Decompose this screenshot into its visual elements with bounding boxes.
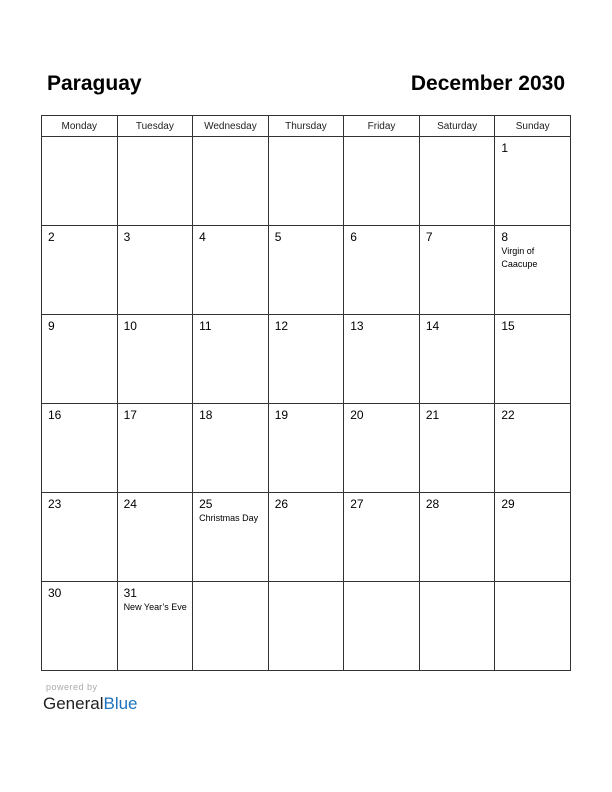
day-cell[interactable]: [117, 315, 193, 404]
day-cell[interactable]: [117, 137, 193, 226]
week-row: [42, 404, 571, 493]
day-cell[interactable]: [117, 226, 193, 315]
day-cell[interactable]: [193, 493, 269, 582]
day-number: 6: [350, 230, 357, 244]
day-number: 30: [48, 586, 62, 600]
day-number: 18: [199, 408, 213, 422]
day-cell[interactable]: [193, 226, 269, 315]
day-number: 22: [501, 408, 515, 422]
day-cell[interactable]: [419, 315, 495, 404]
week-row: [42, 315, 571, 404]
week-row: [42, 582, 571, 671]
day-cell[interactable]: [42, 404, 118, 493]
day-cell[interactable]: [419, 582, 495, 671]
day-number: 11: [199, 319, 212, 333]
weekday-monday: Monday: [42, 116, 118, 137]
day-cell[interactable]: [495, 493, 571, 582]
day-number: 23: [48, 497, 62, 511]
weekday-wednesday: Wednesday: [193, 116, 269, 137]
generalblue-logo[interactable]: [43, 693, 138, 715]
day-cell[interactable]: [344, 226, 420, 315]
day-cell[interactable]: [419, 226, 495, 315]
day-number: 29: [501, 497, 515, 511]
brand-general-text: General: [43, 694, 104, 713]
day-cell[interactable]: [193, 137, 269, 226]
day-cell[interactable]: [42, 137, 118, 226]
day-number: 17: [123, 408, 137, 422]
holiday-label: Virgin of Caacupe: [501, 246, 538, 269]
day-cell[interactable]: [117, 404, 193, 493]
day-number: 13: [350, 319, 364, 333]
day-cell[interactable]: [42, 493, 118, 582]
day-cell[interactable]: [117, 493, 193, 582]
weekday-tuesday: Tuesday: [117, 116, 193, 137]
day-number: 9: [48, 319, 55, 333]
day-cell[interactable]: [495, 582, 571, 671]
day-number: 27: [350, 497, 364, 511]
day-cell[interactable]: [42, 582, 118, 671]
day-cell[interactable]: [419, 137, 495, 226]
day-cell[interactable]: [193, 582, 269, 671]
day-cell[interactable]: [42, 226, 118, 315]
day-number: 4: [199, 230, 206, 244]
day-number: 19: [274, 408, 289, 422]
holiday-label: New Year’s Eve: [123, 602, 187, 612]
calendar-grid: [41, 115, 571, 671]
day-number: 26: [274, 497, 289, 511]
day-cell[interactable]: [344, 404, 420, 493]
week-row: [42, 493, 571, 582]
day-cell[interactable]: [344, 315, 420, 404]
footer: [43, 682, 138, 715]
day-cell[interactable]: [268, 226, 344, 315]
day-number: 5: [274, 230, 282, 244]
day-cell[interactable]: [495, 404, 571, 493]
day-cell[interactable]: [419, 493, 495, 582]
day-number: 12: [274, 319, 289, 333]
day-number: 14: [425, 319, 440, 333]
weekday-friday: Friday: [344, 116, 420, 137]
day-number: 7: [425, 230, 433, 244]
day-number: 2: [48, 230, 55, 244]
day-number: 28: [425, 497, 440, 511]
powered-by-label: powered by: [46, 682, 98, 692]
week-row: [42, 226, 571, 315]
day-number: 8: [501, 230, 509, 244]
brand-blue-text: Blue: [103, 694, 138, 713]
day-cell[interactable]: [268, 582, 344, 671]
week-row: [42, 137, 571, 226]
day-cell[interactable]: [419, 404, 495, 493]
day-cell[interactable]: [193, 404, 269, 493]
country-title: Paraguay: [47, 72, 142, 95]
day-cell[interactable]: [268, 315, 344, 404]
day-cell[interactable]: [268, 493, 344, 582]
day-number: 15: [501, 319, 515, 333]
day-cell[interactable]: [495, 137, 571, 226]
day-cell[interactable]: [268, 137, 344, 226]
day-number: 3: [123, 230, 131, 244]
day-number: 21: [425, 408, 440, 422]
day-number: 24: [123, 497, 137, 511]
day-cell[interactable]: [117, 582, 193, 671]
weekday-header-row: [42, 116, 571, 137]
holiday-label: Christmas Day: [199, 513, 259, 523]
day-cell[interactable]: [344, 493, 420, 582]
day-number: 31: [123, 586, 137, 600]
day-number: 16: [48, 408, 62, 422]
day-number: 1: [501, 141, 509, 155]
weekday-thursday: Thursday: [268, 116, 344, 137]
month-year-title: December 2030: [410, 72, 565, 95]
day-number: 10: [123, 319, 137, 333]
weekday-saturday: Saturday: [419, 116, 495, 137]
day-number: 20: [350, 408, 364, 422]
day-cell[interactable]: [193, 315, 269, 404]
day-cell[interactable]: [344, 582, 420, 671]
day-number: 25: [199, 497, 213, 511]
day-cell[interactable]: [495, 315, 571, 404]
day-cell[interactable]: [42, 315, 118, 404]
day-cell[interactable]: [495, 226, 571, 315]
weekday-sunday: Sunday: [495, 116, 571, 137]
day-cell[interactable]: [268, 404, 344, 493]
day-cell[interactable]: [344, 137, 420, 226]
